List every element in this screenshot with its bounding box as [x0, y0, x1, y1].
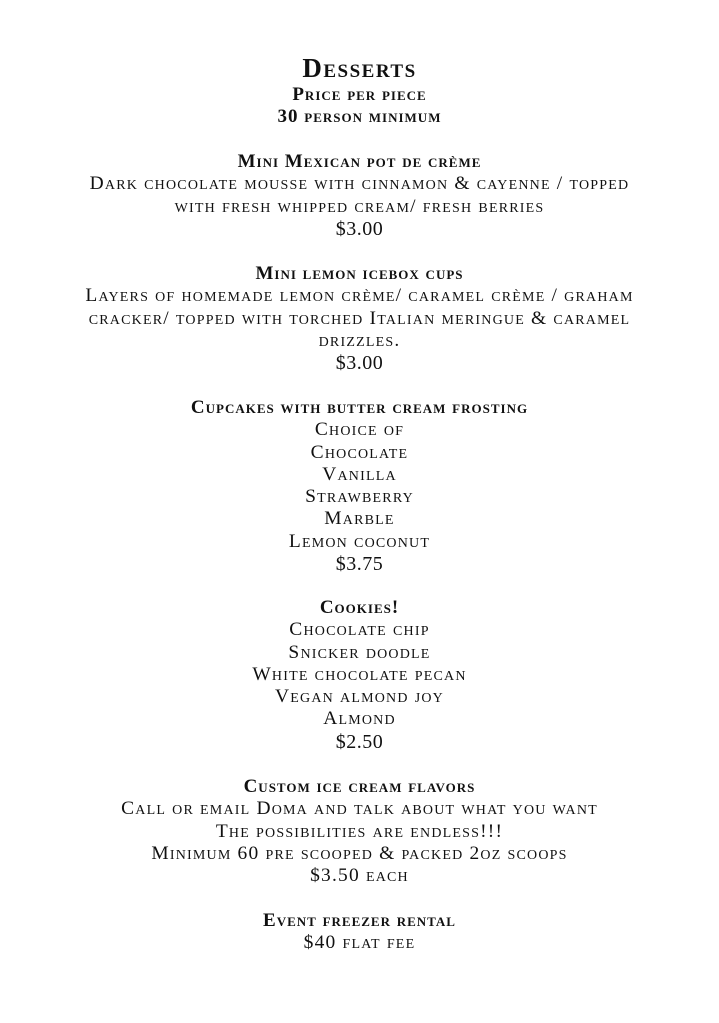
description-line: drizzles. [318, 329, 401, 351]
section-cupcakes [0, 397, 719, 575]
section-heading: Mini Mexican pot de crème [237, 151, 482, 172]
item-price: $3.00 [335, 217, 384, 240]
list-item: Snicker doodle [288, 641, 431, 663]
list-item: Chocolate [310, 441, 409, 463]
description-line: Call or email Doma and talk about what you want [121, 798, 598, 820]
item-price: $3.50 each [310, 865, 409, 887]
description-line: cracker/ topped with torched Italian meringue & caramel [88, 307, 631, 329]
list-item: Choice of [314, 419, 405, 441]
section-heading: Cupcakes with butter cream frosting [190, 397, 529, 418]
description-line: Dark chocolate mousse with cinnamon & cayenne / topped [89, 173, 630, 195]
list-item: Marble [324, 508, 395, 530]
section-heading: Event freezer rental [263, 910, 456, 931]
description-line: Layers of homemade lemon crème/ caramel crème / graham [85, 285, 634, 307]
section-freezer-rental [0, 910, 719, 955]
price-per-piece-note: Price per piece [292, 84, 427, 105]
description-line: Minimum 60 pre scooped & packed 2oz scoops [151, 842, 568, 864]
section-mini-mexican [0, 151, 719, 240]
section-cookies [0, 597, 719, 753]
section-heading: Cookies! [319, 597, 400, 618]
section-ice-cream [0, 776, 719, 887]
section-mini-lemon [0, 263, 719, 374]
list-item: Chocolate chip [289, 619, 430, 641]
item-price: $2.50 [335, 730, 384, 753]
menu-title: Desserts [302, 53, 417, 83]
list-item: Lemon coconut [288, 530, 431, 552]
section-heading: Custom ice cream flavors [243, 776, 476, 797]
section-heading: Mini lemon icebox cups [255, 263, 464, 284]
list-item: Strawberry [305, 486, 414, 508]
list-item: Vanilla [322, 463, 397, 485]
item-price: $3.00 [335, 352, 384, 375]
item-price: $40 flat fee [303, 932, 416, 954]
description-line: The possibilities are endless!!! [215, 820, 504, 842]
list-item: Almond [323, 708, 396, 730]
description-line: with fresh whipped cream/ fresh berries [174, 195, 545, 217]
item-price: $3.75 [335, 553, 384, 576]
minimum-order-note: 30 person minimum [277, 106, 442, 127]
list-item: Vegan almond joy [275, 686, 444, 708]
list-item: White chocolate pecan [252, 663, 467, 685]
